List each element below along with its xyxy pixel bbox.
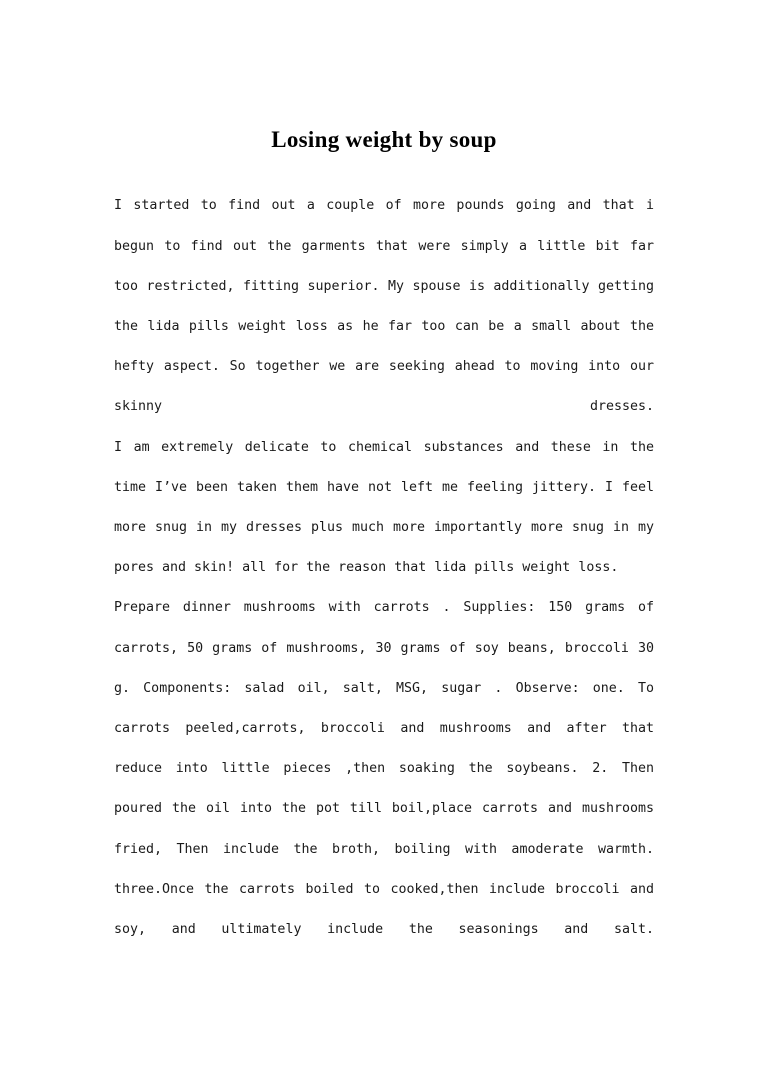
paragraph-2: I am extremely delicate to chemical substances and these in the time I’ve been taken them have not left me feeling jittery. I feel more snug in my dresses plus much more importantly more snug in my pores and skin! all for the reason that lida pills weight loss. bbox=[114, 439, 654, 576]
paragraph-3: Prepare dinner mushrooms with carrots . Supplies: 150 grams of carrots, 50 grams of mushrooms, 30 grams of soy beans, broccoli 30 g. Components: salad oil, salt, MSG, sugar . Observe: one. To carrots peeled,carrots, broccoli and mushrooms and after that reduce into little pieces ,then soaking the soybeans. 2. Then poured the oil into the pot till boil,place carrots and mushrooms fried, Then include the broth, boiling with amoderate warmth. three.Once the carrots boiled to cooked,then include broccoli and soy, and ultimately include the seasonings and salt. bbox=[114, 600, 654, 937]
page-title: Losing weight by soup bbox=[271, 127, 497, 152]
document-body bbox=[114, 0, 654, 950]
paragraph-1: I started to find out a couple of more pounds going and that i begun to find out the garments that were simply a little bit far too restricted, fitting superior. My spouse is additionally getting the lida pills weight loss as he far too can be a small about the hefty aspect. So together we are seeking ahead to moving into our skinny dresses. bbox=[114, 198, 654, 415]
